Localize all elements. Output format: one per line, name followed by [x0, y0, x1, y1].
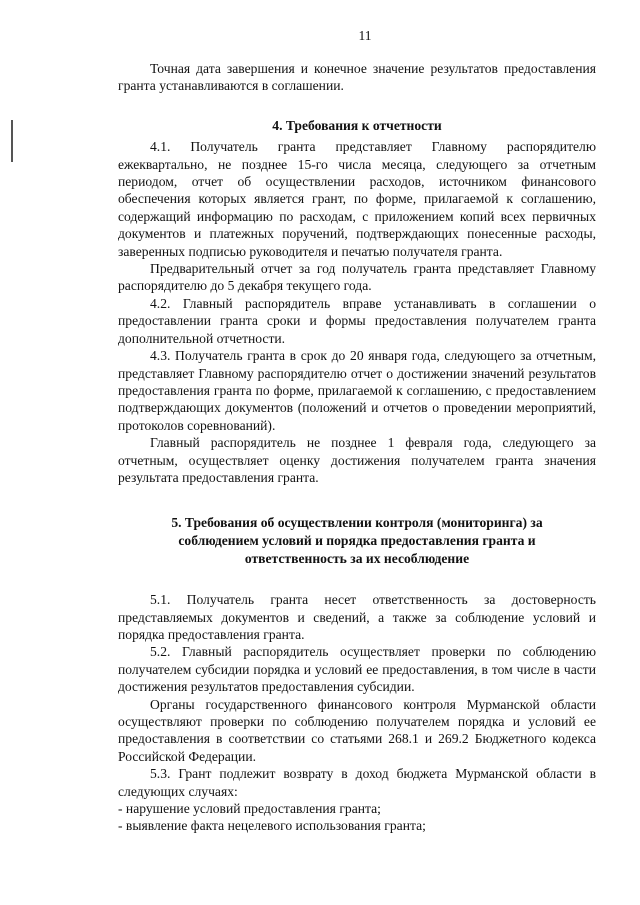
section-5-heading-line-1: 5. Требования об осуществлении контроля (мониторинга) за [171, 515, 543, 531]
intro-paragraph: Точная дата завершения и конечное значение результатов предоставления гранта устанавливаются в соглашении. [118, 61, 596, 94]
section-4-paragraph-5: Главный распорядитель не позднее 1 февраля года, следующего за отчетным, осуществляет оценку достижения получателем гранта значения результата предоставления гранта. [118, 435, 596, 485]
section-5-paragraph-4: 5.3. Грант подлежит возврату в доход бюджета Мурманской области в следующих случаях: [118, 766, 596, 799]
section-4-paragraph-4: 4.3. Получатель гранта в срок до 20 января года, следующего за отчетным, представляет Главному распорядителю отчет о достижении значений результатов предоставления гранта по форме, прилагаемой к соглашению, с предоставлением подтверждающих документов (положений и отчетов о проведении мероприятий, протоколов соревнований). [118, 348, 596, 433]
page-number: 11 [358, 28, 372, 43]
section-4-heading: 4. Требования к отчетности [272, 117, 442, 133]
section-4-paragraph-2: Предварительный отчет за год получатель гранта представляет Главному распорядителю до 5 декабря текущего года. [118, 261, 596, 294]
section-4-paragraph-1: 4.1. Получатель гранта представляет Главному распорядителю ежеквартально, не позднее 15-го числа месяца, следующего за отчетным периодом, отчет об осуществлении расходов, источником финансового обеспечения которых является грант, по форме, прилагаемой к соглашению, содержащий информацию по расходам, с приложением копий всех первичных документов и платежных поручений, подтверждающих понесенные расходы, заверенных подписью руководителя и печатью получателя гранта. [118, 139, 596, 259]
list-item: - нарушение условий предоставления гранта; [118, 801, 381, 816]
section-5-heading [118, 514, 596, 567]
section-5-paragraph-2: 5.2. Главный распорядитель осуществляет проверки по соблюдению получателем субсидии порядка и условий ее предоставления, в том числе в части достижения результатов предоставления субсидии. [118, 644, 596, 695]
list-item: - выявление факта нецелевого использования гранта; [118, 818, 426, 834]
section-5-heading-line-3: ответственность за их несоблюдение [244, 550, 470, 566]
section-5-heading-line-2: соблюдением условий и порядка предоставления гранта и [178, 532, 536, 548]
section-4-paragraph-3: 4.2. Главный распорядитель вправе устанавливать в соглашении о предоставлении гранта сроки и формы предоставления получателем гранта дополнительной отчетности. [118, 295, 596, 346]
section-5-paragraph-1: 5.1. Получатель гранта несет ответственность за достоверность представляемых документов и сведений, а также за соблюдение условий и порядка предоставления гранта. [118, 592, 596, 642]
scan-margin-mark [11, 120, 13, 162]
section-5-paragraph-3: Органы государственного финансового контроля Мурманской области осуществляют проверки по соблюдению получателем порядка и условий ее предоставления в соответствии со статьями 268.1 и 269.2 Бюджетного кодекса Российской Федерации. [118, 696, 596, 764]
document-body [118, 60, 596, 835]
